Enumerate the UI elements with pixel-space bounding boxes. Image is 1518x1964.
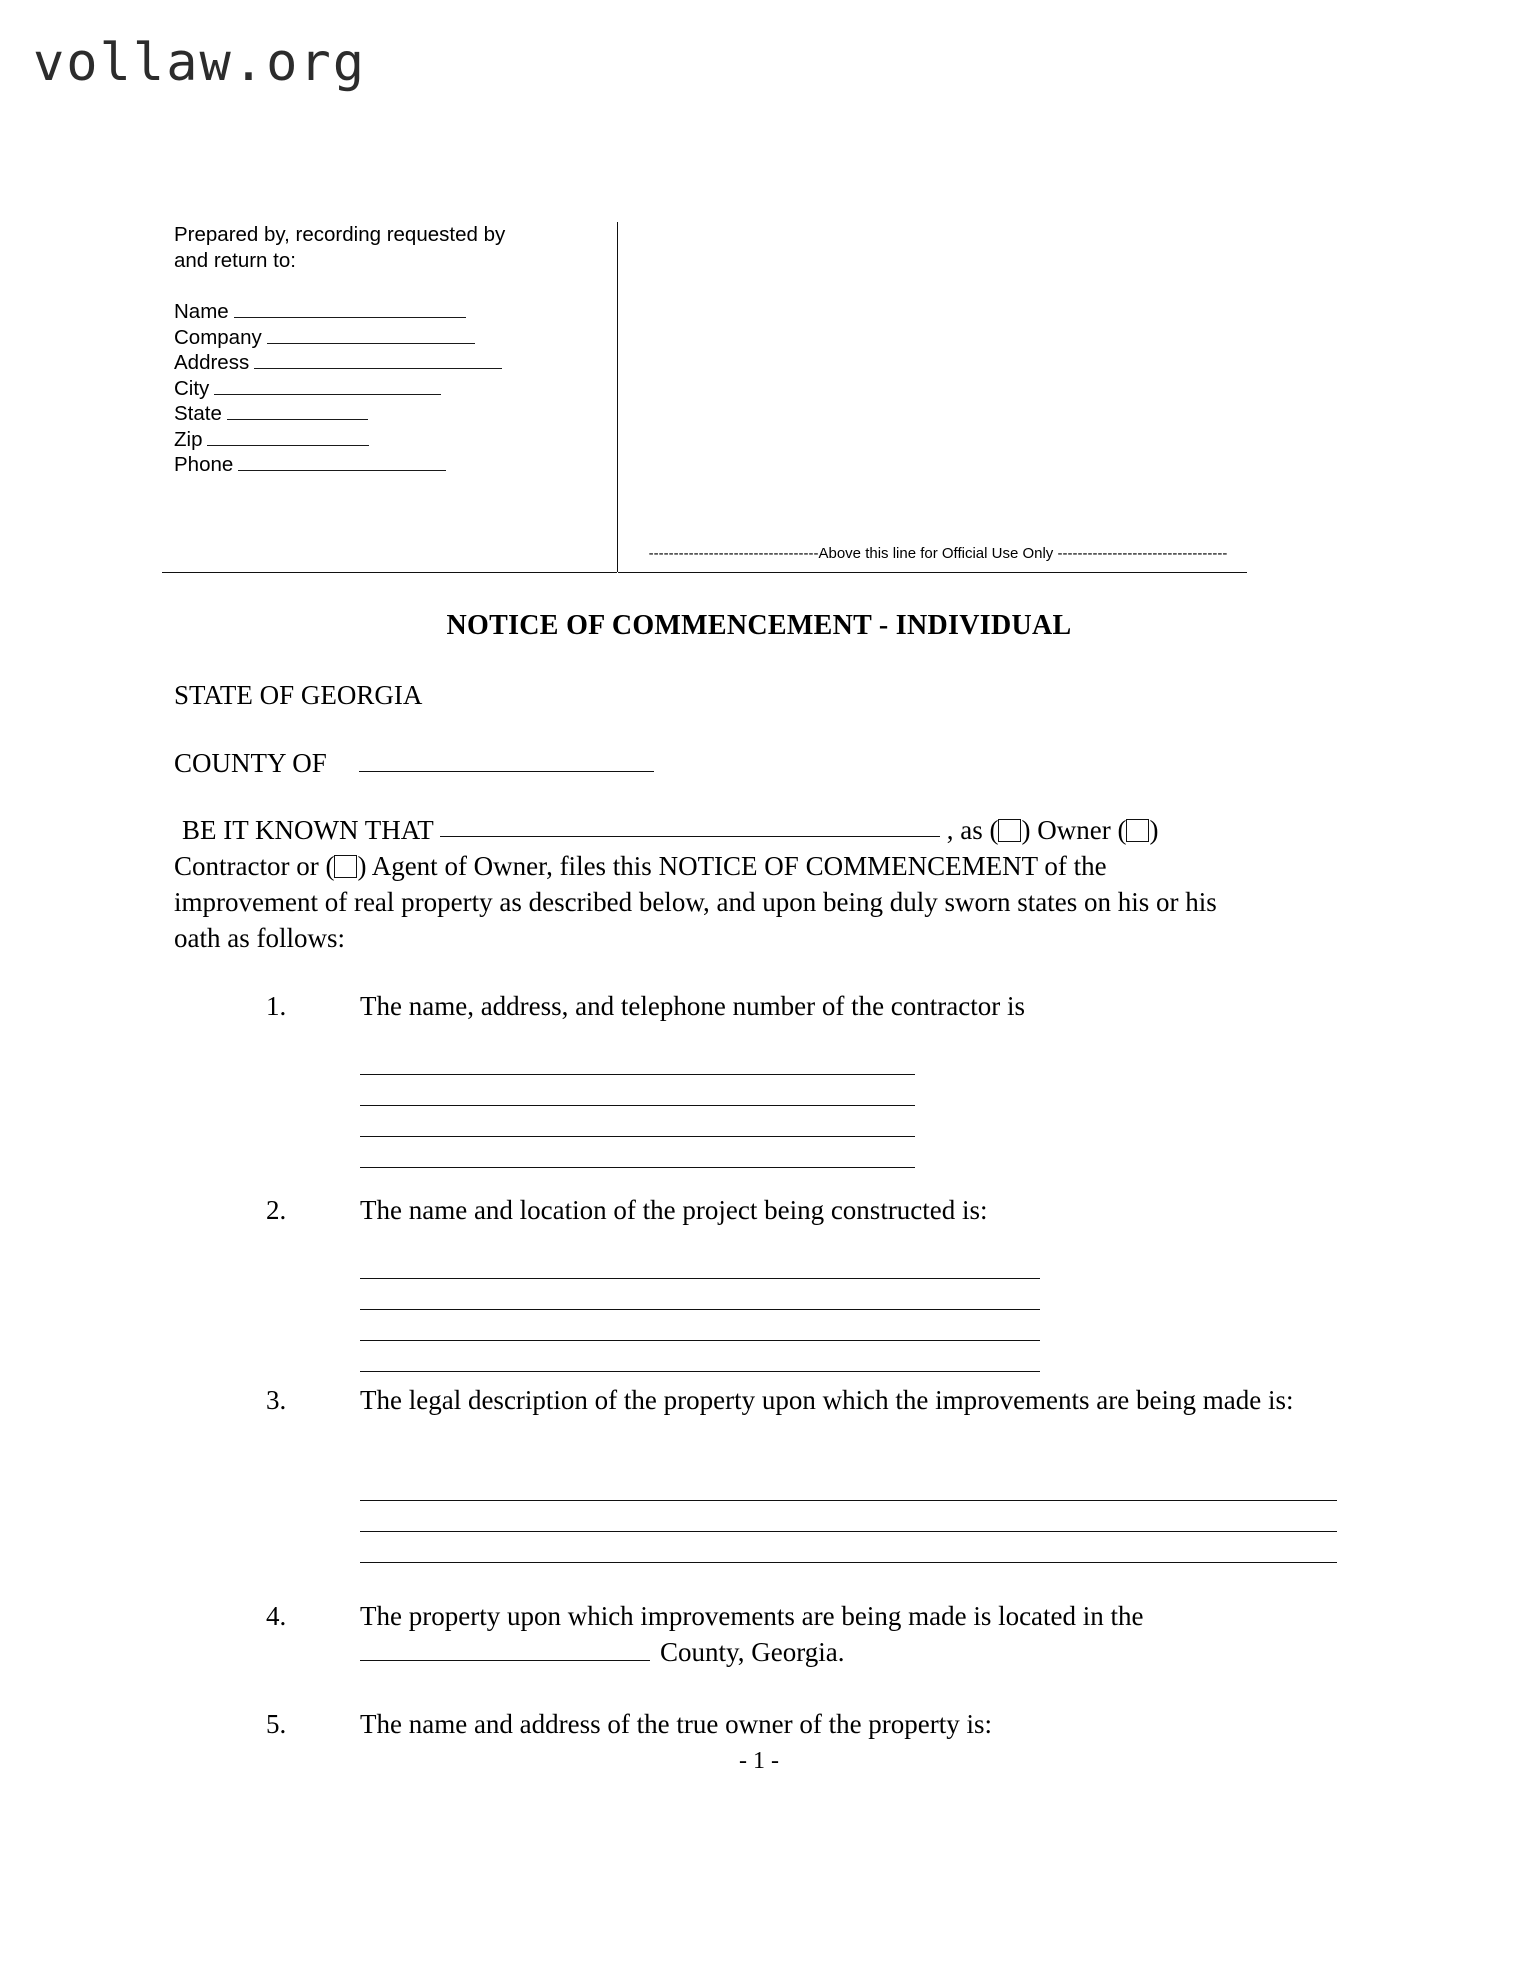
answer-line[interactable] [360, 1341, 1040, 1372]
page-number: - 1 - [739, 1748, 779, 1774]
list-item-5-text: The name and address of the true owner of the property is: [360, 1709, 993, 1739]
list-item-2-answer-lines [360, 1248, 1040, 1372]
field-label-phone: Phone [174, 453, 234, 476]
prepared-by-line-1: Prepared by, recording requested by [174, 223, 506, 246]
list-item-1-number: 1. [266, 991, 287, 1021]
field-label-name: Name [174, 300, 229, 323]
owner-label: ) Owner ( [1021, 815, 1127, 845]
close-paren-owner: ) [1149, 815, 1159, 845]
answer-line[interactable] [360, 1075, 915, 1106]
field-row-company [174, 325, 614, 351]
return-address-fields [174, 299, 614, 478]
list-item-1-answer-lines [360, 1044, 915, 1168]
field-input-phone[interactable] [238, 453, 446, 471]
list-item-4-number: 4. [266, 1601, 287, 1631]
field-label-address: Address [174, 351, 250, 374]
county-of-line [174, 748, 654, 779]
answer-line[interactable] [360, 1501, 1337, 1532]
checkbox-agent-of-owner[interactable] [334, 855, 357, 878]
site-watermark: vollaw.org [33, 33, 367, 93]
field-row-address [174, 350, 614, 376]
field-row-city [174, 376, 614, 402]
answer-line[interactable] [360, 1106, 915, 1137]
preamble-paragraph [174, 812, 1306, 956]
county-georgia-text: County, Georgia. [660, 1637, 845, 1667]
checkbox-contractor[interactable] [1126, 819, 1149, 842]
county-of-label: COUNTY OF [174, 748, 327, 778]
page-title: NOTICE OF COMMENCEMENT - INDIVIDUAL [446, 610, 1072, 641]
list-item-2-text: The name and location of the project being constructed is: [360, 1195, 988, 1225]
field-input-zip[interactable] [207, 428, 369, 446]
field-label-city: City [174, 376, 210, 400]
field-row-name [174, 299, 614, 325]
list-item-4-text: The property upon which improvements are being made is located in the [360, 1601, 1144, 1631]
field-row-state [174, 401, 614, 427]
answer-line[interactable] [360, 1248, 1040, 1279]
list-item-3-answer-lines [360, 1470, 1337, 1563]
list-item-4-second-line [360, 1634, 844, 1670]
header-box-bottom-rule-left [162, 572, 617, 573]
state-of-georgia-line: STATE OF GEORGIA [174, 680, 423, 710]
agent-of-owner-text: ) Agent of Owner, files this NOTICE OF COMMENCEMENT of the [357, 851, 1107, 881]
return-address-block [174, 222, 614, 478]
county-of-input[interactable] [359, 749, 654, 772]
field-input-company[interactable] [267, 326, 475, 344]
answer-line[interactable] [360, 1137, 915, 1168]
preamble-line-3: improvement of real property as described below, and upon being duly sworn states on his or his [174, 887, 1217, 917]
checkbox-owner[interactable] [998, 819, 1021, 842]
field-label-zip: Zip [174, 427, 203, 451]
field-label-state: State [174, 402, 222, 425]
answer-line[interactable] [360, 1532, 1337, 1563]
header-box-vertical-divider [617, 222, 618, 572]
contractor-or-text: Contractor or ( [174, 851, 335, 881]
list-item-3-text: The legal description of the property upon which the improvements are being made is: [360, 1385, 1294, 1415]
list-item-5-number: 5. [266, 1709, 287, 1739]
field-row-zip [174, 427, 614, 453]
official-use-header-box [162, 222, 1247, 572]
be-it-known-label: BE IT KNOWN THAT [182, 815, 434, 845]
answer-line[interactable] [360, 1310, 1040, 1341]
answer-line[interactable] [360, 1470, 1337, 1501]
header-box-bottom-rule-right [618, 572, 1247, 573]
field-label-company: Company [174, 325, 262, 349]
field-input-city[interactable] [214, 377, 441, 395]
county-name-input[interactable] [360, 1638, 650, 1661]
declarant-name-input[interactable] [440, 816, 940, 837]
list-item-1-text: The name, address, and telephone number of the contractor is [360, 991, 1026, 1021]
list-item-3-number: 3. [266, 1385, 287, 1415]
field-input-name[interactable] [234, 300, 466, 318]
field-input-address[interactable] [254, 351, 502, 369]
field-row-phone [174, 452, 614, 478]
answer-line[interactable] [360, 1279, 1040, 1310]
as-owner-text: , as ( [946, 815, 999, 845]
field-input-state[interactable] [227, 402, 368, 420]
list-item-2-number: 2. [266, 1195, 287, 1225]
official-use-only-note: ----------------------------------Above this line for Official Use Only ---------------------------------- [648, 545, 1228, 562]
answer-line[interactable] [360, 1044, 915, 1075]
preamble-line-4: oath as follows: [174, 923, 345, 953]
prepared-by-line-2: and return to: [174, 248, 296, 272]
